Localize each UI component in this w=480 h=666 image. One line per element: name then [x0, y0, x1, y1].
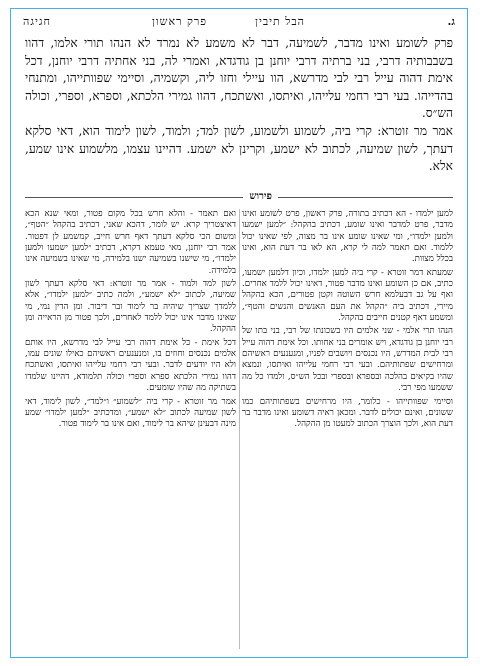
- commentary-divider: [25, 191, 453, 203]
- running-title: הבל תיבין: [255, 15, 305, 28]
- commentary-paragraph: הנהו תרי אלמי - שני אלמים היו בשכונתו של רבי, בני בתו של רבי יוחנן בן גודגדא, ויש אומרים בני אחותו. וכל אימת דהוה עייל רבי לבית המדרש, היו נכנסים ויושבים לפניו, ומנענעים ראשיהם ומרחישים שפתותיהם. ובעי רבי רחמי עלייהו ואיתסו, ונמצא שהיו בקיאים בהלכה ובספרא ובספרי ובכל הש״ס, ולמדו כל מה ששמעו מפי רבי.: [242, 326, 453, 394]
- commentary-column-left: [25, 209, 236, 649]
- commentary-paragraph: לשון למד ולמוד - אמר מר זוטרא: דאי סלקא דעתך לשון שמיעה, לכתוב ״לא ישמע״, ולמה כתיב ״למען ילמדו״, אלא ללמדך שצריך שיהיה בר לימוד ובר דיבור. ומן הדין נמי, מי שאינו מדבר אינו יכול ללמד לאחרים, ולכך פטור מן הראייה ומן ההקהל.: [25, 279, 236, 335]
- commentary-column-right: [242, 209, 453, 649]
- main-text-paragraph: פרק לשומע ואינו מדבר, לשמיעה, דבר לא משמע לא נמרד לא הנהו תורי אלמו, דהוו בשבבותיה דרבי, בני ברתיה דרבי יוחנן בן גודגדא, ואמרי לה, בני אחתיה דרבי יוחנן, דכל אימת דהוה עייל רבי לבי מדרשא, הוו עיילי וחזו ליה, וקשמיה, וסיימי שפוותייהו, ומתנחי בהדייהו. בעי רבי רחמי עלייהו, ואיתסו, ואשתכח, דהוו גמירי הלכתא, וספרא, וספרי, וכולה הש״ס.: [25, 36, 453, 121]
- main-text-block: [25, 35, 453, 179]
- tractate-title: חגיגה: [23, 15, 51, 28]
- talmud-page: [10, 8, 468, 658]
- commentary-paragraph: ואם תאמר - והלא חרש בכל מקום פטור, ומאי שנא הכא דאיצטריך קרא. יש לומר, דהכא שאני, דכתיב בהקהל ״הטף״, ומשום הכי סלקא דעתך דאף חרש חייב, קמשמע לן דפטור. אמר רבי יוחנן, מאי טעמא דקרא, דכתיב ״למען ישמעו ולמען ילמדו״, מי שישנו בשמיעה ישנו בלמידה, מי שאינו בשמיעה אינו בלמידה.: [25, 209, 236, 276]
- commentary-paragraph: וסיימי שפוותייהו - כלומר, היו מרחישים בשפתותיהם כמו ששונים, ואינם יכולים לדבר. ומכאן ראיה דשומע ואינו מדבר בר דעת הוא, ולכך הוצרך הכתוב למעטו מן ההקהל.: [242, 396, 453, 430]
- commentary-paragraph: דכל אימת - כל אימת דהוה רבי עייל לבי מדרשא, היו אותם אלמים נכנסים וחוזים בו, ומנענעים ראשיהם כאילו שונים עמו, ולא היו יודעים לדבר. ובעי רבי רחמי עלייהו ואיתסו, ואשתכח דהוו גמירי הלכתא ספרא וספרי וכולה תלמודא, דהיינו שלמדו בשתיקה מה שהיו שומעים.: [25, 337, 236, 394]
- column-gutter: [239, 209, 240, 649]
- page-number: ג.: [447, 15, 455, 28]
- chapter-title: פרק ראשון: [152, 15, 207, 28]
- commentary-paragraph: אמר מר זוטרא - קרי ביה ״לשמוע״ ו״למד״, לשון לימוד, דאי לשון שמיעה לכתוב ״לא ישמע״, ומדכתיב ״למען ילמדו״ שמע מינה דבעינן שיהא בר לימוד, ואם אינו בר לימוד פטור.: [25, 396, 236, 430]
- divider-line: [25, 197, 453, 198]
- commentary-paragraph: למען ילמדו - הא דכתיב בתורה, פרק ראשון, פרט לשומע ואינו מדבר, פרט למדבר ואינו שומע, דכתיב בהקהל: ״למען ישמעו ולמען ילמדו״, ומי שאינו שומע אינו בר מצוה, לפי שאינו יכול ללמוד. ואם תאמר למה לי קרא, הא לאו בר דעת הוא, ואינו בכלל מצוות.: [242, 209, 453, 265]
- commentary-paragraph: שמעתא דמר זוטרא - קרי ביה למען ילמדו, וכיון דלמען ישמעו, כתיב, אם כן השומע ואינו מדבר פטור, דאינו יכול ללמד אחרים. ואף על גב דבעלמא חרש השוטה וקטן פטורים, הכא בהקהל מיירי, דכתיב ביה ״הקהל את העם האנשים והנשים והטף״, ומשמע דאף קטנים חייבים בהקהל.: [242, 267, 453, 324]
- page-header: [23, 15, 455, 31]
- main-text-paragraph: אמר מר זוטרא: קרי ביה, לשמוע ולשמוע, לשון למד; ולמוד, לשון לימוד הוא, דאי סלקא דעתך, לשון שמיעה, לכתוב לא ישמע, וקרינן לא ישמע. דהיינו עצמו, מלשמוע אינו שמע, אלא.: [25, 123, 453, 174]
- commentary-label: פירוש: [243, 191, 278, 203]
